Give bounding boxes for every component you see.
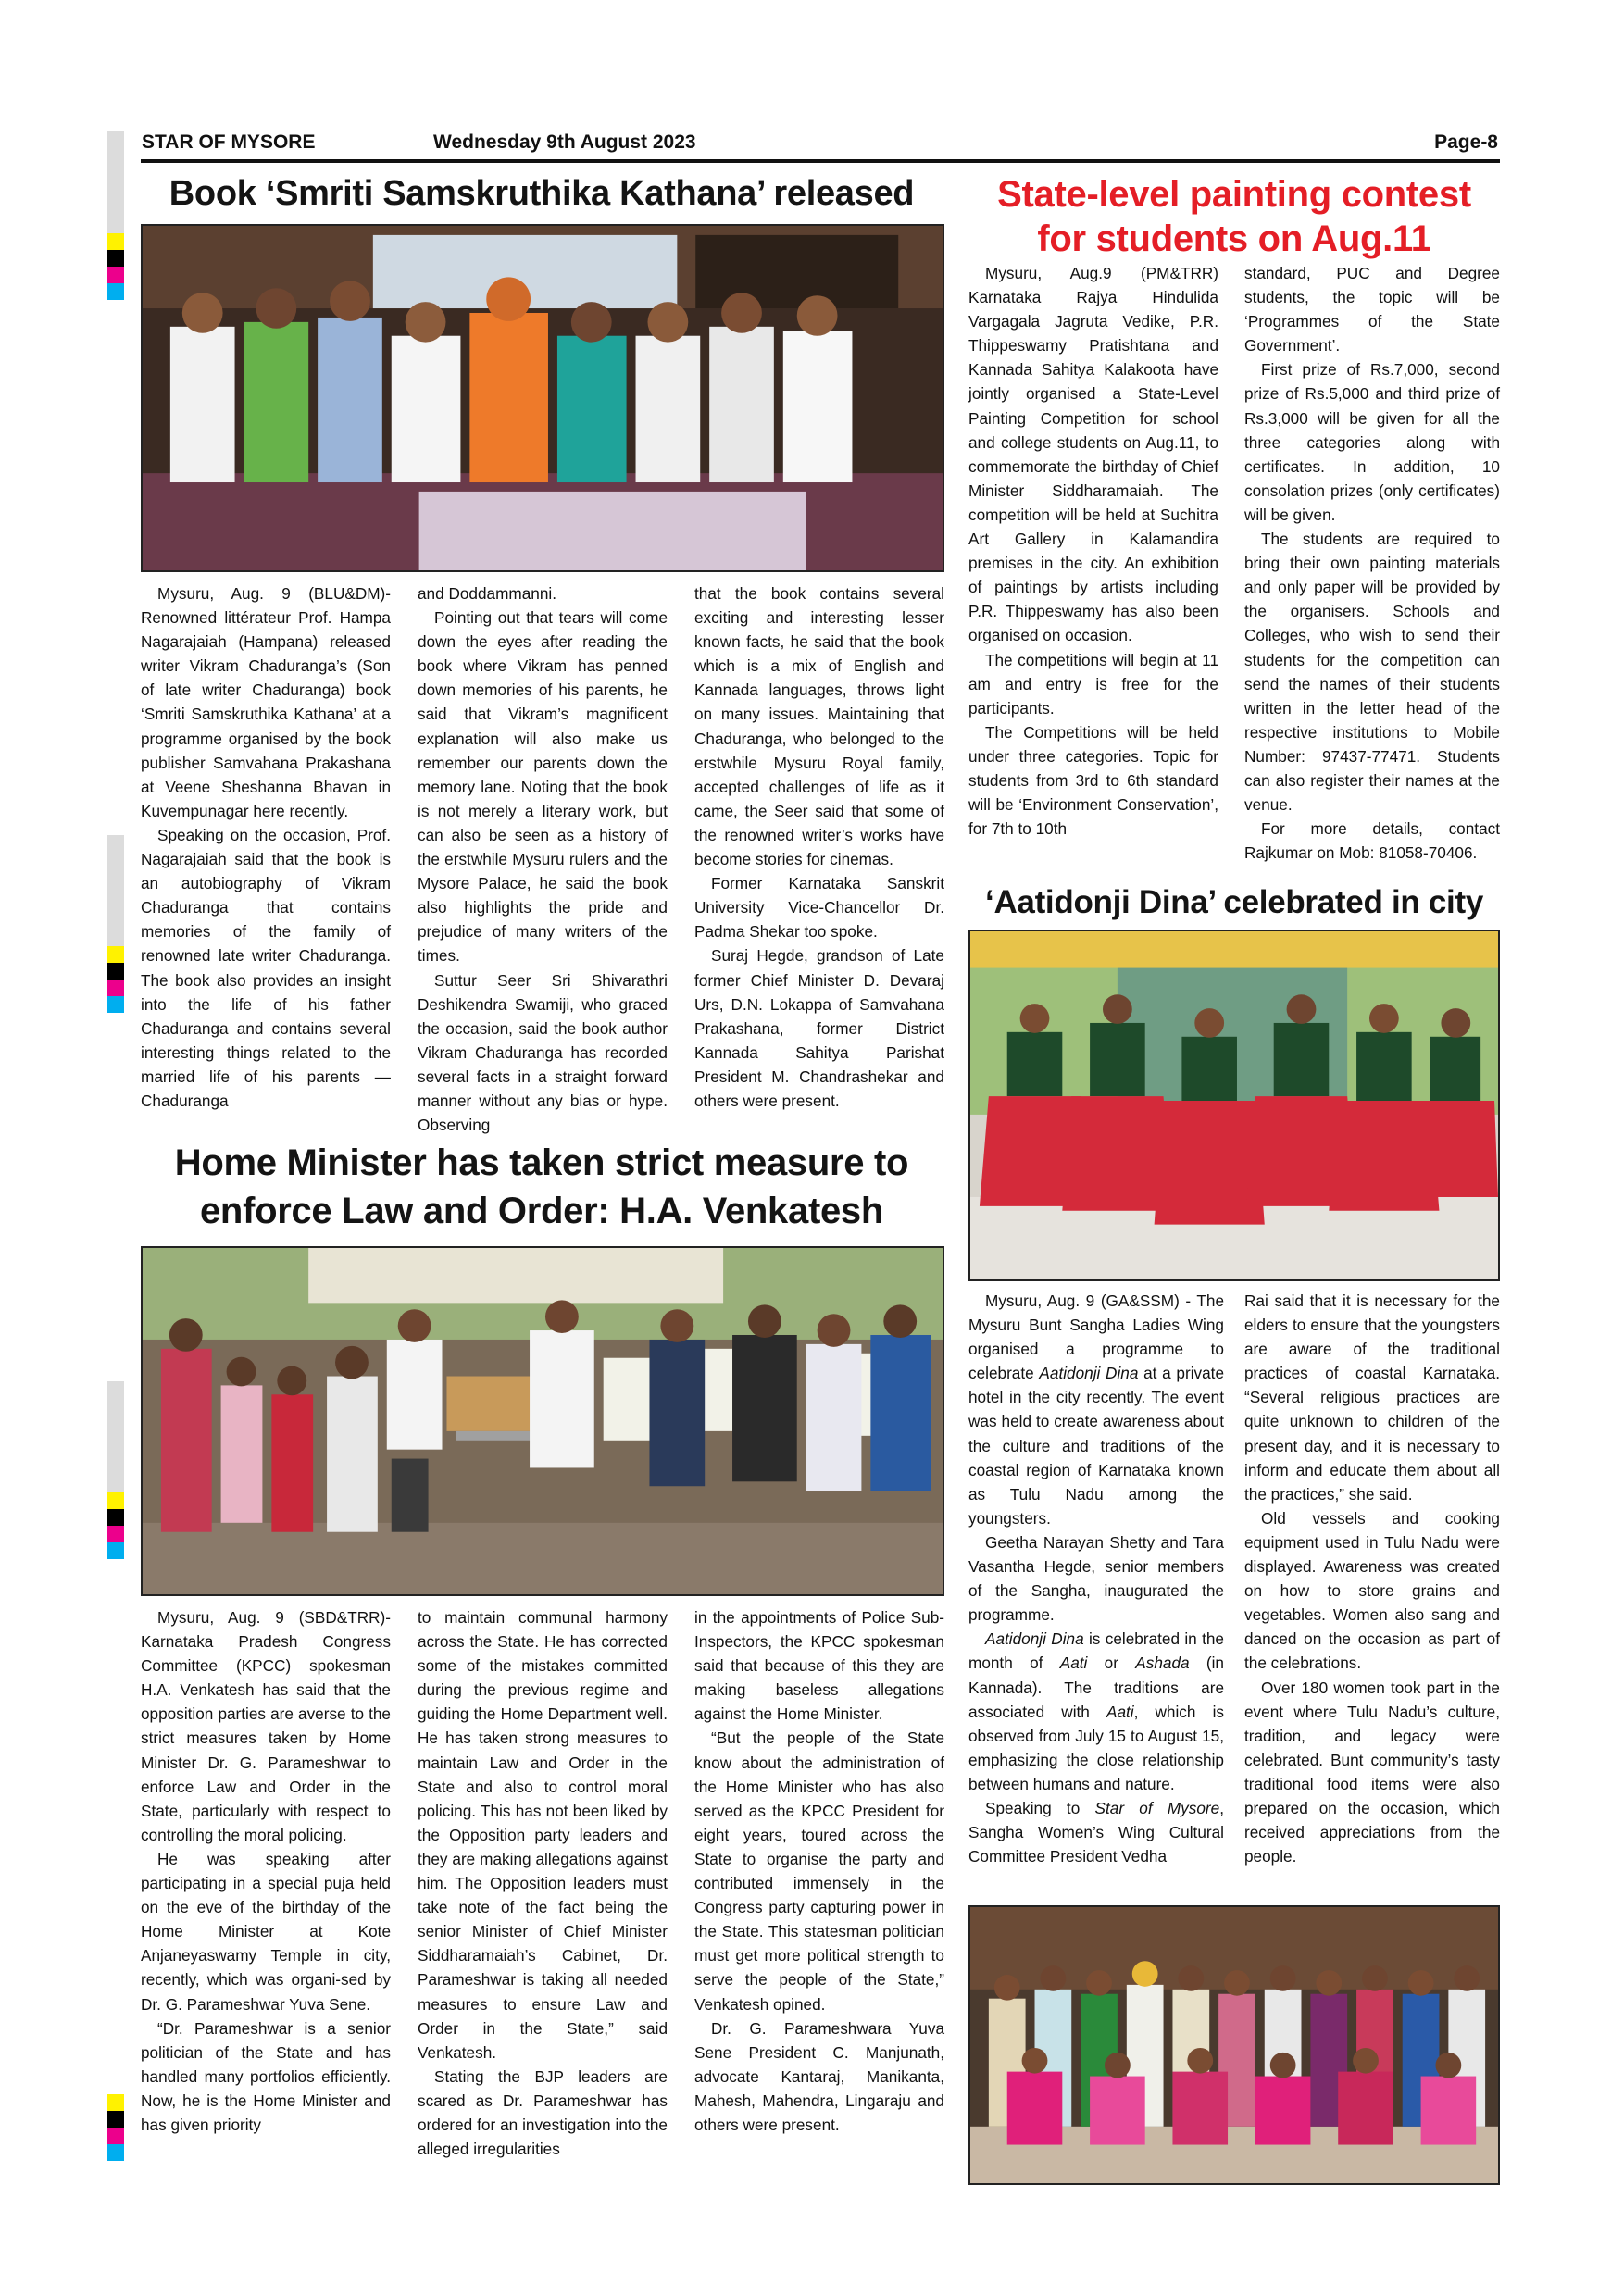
page-number: Page-8 xyxy=(1434,131,1498,153)
home-story-col1 xyxy=(141,1605,391,2137)
headline-aatidonji-dina: ‘Aatidonji Dina’ celebrated in city xyxy=(985,884,1483,920)
text-run: , which is observed from July 15 to August 15, emphasizing the close relationship between humans and nature. xyxy=(968,1702,1224,1793)
paragraph xyxy=(968,1796,1224,1868)
photo-home-minister-event xyxy=(141,1246,944,1596)
paragraph: Dr. G. Parameshwara Yuva Sene President C. Manjunath, advocate Kantaraj, Manikanta, Mahesh, Mahendra, Lingaraju and others were present. xyxy=(694,2018,944,2134)
photo-bunt-sangha-women xyxy=(968,1905,1500,2185)
text-run-italic: Aati xyxy=(1106,1702,1134,1721)
paragraph: For more details, contact Rajkumar on Mob: 81058-70406. xyxy=(1244,819,1500,863)
headline-line: Home Minister has taken strict measure to xyxy=(174,1142,909,1183)
text-run: is celebrated in the month of xyxy=(968,1629,1224,1673)
group-photo-illustration xyxy=(970,1907,1498,2183)
aati-story-col2 xyxy=(1244,1289,1500,1868)
paragraph: The competitions will begin at 11 am and entry is free for the participants. xyxy=(968,650,1218,718)
paragraph: Suraj Hegde, grandson of Late former Chief Minister D. Devaraj Urs, D.N. Lokappa of Samvahana Prakashana, former District Kannada Sahitya Parishat President M. Chandrashekar and others were present. xyxy=(694,946,944,1110)
text-run: Speaking to xyxy=(985,1798,1095,1817)
text-run: Mysuru, Aug. 9 (GA&SSM) - The Mysuru Bunt Sangha Ladies Wing organised a programme to celebrate xyxy=(968,1292,1224,1383)
text-run: at a private hotel in the city recently. The event was held to create awareness about the culture and traditions of the coastal region of Karnataka known as Tulu Nadu among the youngsters. xyxy=(968,1364,1224,1528)
paragraph: First prize of Rs.7,000, second prize of Rs.5,000 and third prize of Rs.3,000 will be given for all the three categories along with certificates. In addition, 10 consolation prizes (only certificates) will be given. xyxy=(1244,360,1500,524)
painting-story-col2 xyxy=(1244,261,1500,865)
home-story-col3 xyxy=(694,1605,944,2137)
text-run: , Sangha Women’s Wing Cultural Committee President Vedha xyxy=(968,1798,1224,1866)
photo-aatidonji-dance xyxy=(968,930,1500,1281)
paragraph: Stating the BJP leaders are scared as Dr. Parameshwar has ordered for an investigation into the alleged irregularities xyxy=(418,2066,668,2159)
text-run-italic: Aati xyxy=(1059,1653,1088,1673)
text-run-italic: Aatidonji Dina xyxy=(985,1629,1084,1649)
paragraph: standard, PUC and Degree students, the topic will be ‘Programmes of the State Government’. xyxy=(1244,264,1500,356)
paragraph: Speaking on the occasion, Prof. Nagarajaiah said that the book is an autobiography of Vikram Chaduranga that contains memories of the family of renowned late writer Chaduranga. The book also provides an insight into the life of his father Chaduranga and contains several interesting things related to the married life of his parents — Chaduranga xyxy=(141,825,391,1110)
paragraph: Over 180 women took part in the event where Tulu Nadu’s culture, tradition, and legacy were celebrated. Bunt community’s tasty traditional food items were also prepared on the occasion, which received appreciations from the people. xyxy=(1244,1678,1500,1866)
text-run-italic: Star of Mysore xyxy=(1094,1798,1220,1817)
registration-marks-top xyxy=(107,131,124,300)
paragraph: Rai said that it is necessary for the elders to ensure that the youngsters are aware of the traditional practices of coastal Karnataka. “Several religious practices are quite unknown to children of the present day, and it is necessary to inform and educate them about all the practices,” she said. xyxy=(1244,1292,1500,1504)
masthead-rule xyxy=(141,159,1500,163)
paragraph: He was speaking after participating in a special puja held on the eve of the birthday of the Home Minister at Kote Anjaneyaswamy Temple in city, recently, which was organi-sed by Dr. G. Parameshwar Yuva Sene. xyxy=(141,1849,391,2014)
issue-date: Wednesday 9th August 2023 xyxy=(433,131,696,153)
paragraph: Pointing out that tears will come down the eyes after reading the book where Vikram has penned down memories of his parents, he said that Vikram’s magnificent explanation will also make us remember our parents down the memory lane. Noting that the book is not merely a literary work, but can also be seen as a history of the erstwhile Mysuru rulers and the Mysore Palace, he said the book also highlights the pride and prejudice of many writers of the times. xyxy=(418,608,668,966)
headline-line: enforce Law and Order: H.A. Venkatesh xyxy=(199,1191,883,1231)
text-run-italic: Ashada xyxy=(1135,1653,1190,1673)
headline-home-minister xyxy=(139,1139,944,1235)
paragraph: Mysuru, Aug.9 (PM&TRR) Karnataka Rajya Hindulida Vargagala Jagruta Vedike, P.R. Thippeswamy Pratishtana and Kannada Sahitya Kalakoota have jointly organised a State-Level Painting Competition for school and college students on Aug.11, to commemorate the birthday of Chief Minister Siddharamaiah. The competition will be held at Suchitra Art Gallery in Kalamandira premises in the city. An exhibition of paintings by artists including P.R. Thippeswamy has also been organised on occasion. xyxy=(968,264,1218,645)
text-run: or xyxy=(1087,1653,1136,1673)
book-story-col2 xyxy=(418,581,668,1137)
paragraph: that the book contains several exciting and interesting lesser known facts, he said that the book which is a mix of English and Kannada languages, throws light on many issues. Maintaining that Chaduranga, who belonged to the erstwhile Mysuru Royal family, accepted challenges of life as it came, the Seer said that some of the renowned writer’s works have become stories for cinemas. xyxy=(694,584,944,869)
book-story-col3 xyxy=(694,581,944,1113)
paper-name: STAR OF MYSORE xyxy=(142,131,316,153)
text-run: (in Kannada). The traditions are associated with xyxy=(968,1653,1224,1721)
paragraph: “But the people of the State know about the administration of the Home Minister who has also served as the KPCC President for eight years, toured across the State to organise the party and contributed immensely in the Congress party capturing power in the State. This statesman politician must get more political strength to serve the people of the State,” Venkatesh opined. xyxy=(694,1728,944,2014)
headline-line: for students on Aug.11 xyxy=(1037,218,1431,259)
paragraph: and Doddammanni. xyxy=(418,584,557,603)
paragraph: Former Karnataka Sanskrit University Vice-Chancellor Dr. Padma Shekar too spoke. xyxy=(694,874,944,942)
dance-photo-illustration xyxy=(970,931,1498,1279)
headline-line: State-level painting contest xyxy=(997,174,1471,215)
paragraph: Suttur Seer Sri Shivarathri Deshikendra Swamiji, who graced the occasion, said the book author Vikram Chaduranga has recorded several facts in a straight forward manner without any bias or hype. Observing xyxy=(418,970,668,1135)
paragraph: Mysuru, Aug. 9 (SBD&TRR)- Karnataka Pradesh Congress Committee (KPCC) spokesman H.A. Venkatesh has said that the opposition parties are averse to the strict measures taken by Home Minister Dr. G. Parameshwar to enforce Law and Order in the State, particularly with respect to controlling the moral policing. xyxy=(141,1608,391,1844)
paragraph: in the appointments of Police Sub-Inspectors, the KPCC spokesman said that because of this they are making baseless allegations against the Home Minister. xyxy=(694,1608,944,1724)
headline-book-release: Book ‘Smriti Samskruthika Kathana’ released xyxy=(169,174,915,213)
event-photo-illustration xyxy=(143,1248,943,1594)
paragraph: to maintain communal harmony across the State. He has corrected some of the mistakes committed during the previous regime and guiding the Home Department well. He has taken strong measures to maintain Law and Order in the State and also to control moral policing. This has not been liked by the Opposition party leaders and they are making allegations against him. The Opposition leaders must take note of the fact being the senior Minister of Chief Minister Siddharamaiah’s Cabinet, Dr. Parameshwar is taking all needed measures to ensure Law and Order in the State,” said Venkatesh. xyxy=(418,1608,668,2062)
aati-story-col1 xyxy=(968,1289,1224,1868)
paragraph: Geetha Narayan Shetty and Tara Vasantha Hegde, senior members of the Sangha, inaugurated the programme. xyxy=(968,1532,1224,1625)
paragraph xyxy=(968,1627,1224,1796)
registration-marks-mid xyxy=(107,835,124,1013)
registration-marks-low xyxy=(107,1381,124,1559)
paragraph: Old vessels and cooking equipment used in Tulu Nadu were displayed. Awareness was created on how to store grains and vegetables. Women also sang and danced on the occasion as part of the celebrations. xyxy=(1244,1508,1500,1673)
book-story-col1 xyxy=(141,581,391,1113)
paragraph: The students are required to bring their own painting materials and only paper will be provided by the organisers. Schools and Colleges, who wish to send their students for the competition can send the names of their students written in the letter head of the respective institutions to Mobile Number: 97437-77471. Students can also register their names at the venue. xyxy=(1244,530,1500,815)
painting-story-col1 xyxy=(968,261,1218,841)
paragraph xyxy=(968,1289,1224,1530)
paragraph: The Competitions will be held under three categories. Topic for students from 3rd to 6th standard will be ‘Environment Conservation’, for 7th to 10th xyxy=(968,722,1218,839)
paragraph: Mysuru, Aug. 9 (BLU&DM)- Renowned littérateur Prof. Hampa Nagarajaiah (Hampana) released writer Vikram Chaduranga’s (Son of late writer Chaduranga) book ‘Smriti Samskruthika Kathana’ at a programme organised by the book publisher Samvahana Prakashana at Veene Sheshanna Bhavan in Kuvempunagar here recently. xyxy=(141,584,391,820)
text-run-italic: Aatidonji Dina xyxy=(1039,1364,1139,1383)
book-release-photo-illustration xyxy=(143,226,943,570)
home-story-col2 xyxy=(418,1605,668,2161)
headline-painting-contest xyxy=(968,172,1500,261)
photo-book-release xyxy=(141,224,944,572)
paragraph: “Dr. Parameshwar is a senior politician of the State and has handled many portfolios efficiently. Now, he is the Home Minister and has given priority xyxy=(141,2018,391,2134)
registration-marks-bottom xyxy=(107,2094,124,2161)
